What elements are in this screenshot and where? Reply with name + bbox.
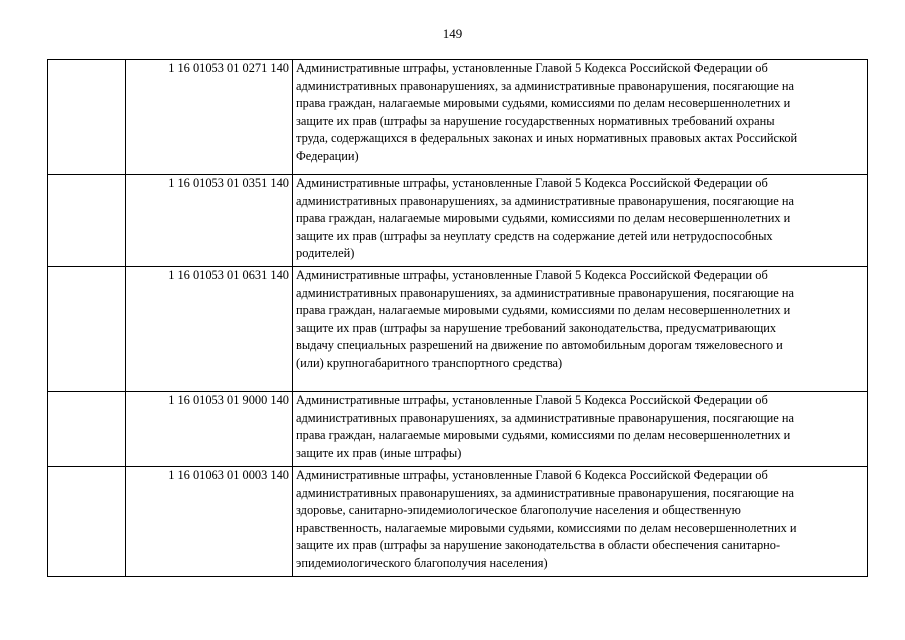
description-line: нравственность, налагаемые мировыми судьями, комиссиями по делам несовершеннолетних и <box>296 520 797 535</box>
description-line: защите их прав (штрафы за нарушение государственных нормативных требований охраны <box>296 113 775 128</box>
description-line: Административные штрафы, установленные Главой 5 Кодекса Российской Федерации об <box>296 268 768 282</box>
budget-code: 1 16 01053 01 0271 140 <box>126 60 293 175</box>
budget-code: 1 16 01053 01 9000 140 <box>126 392 293 467</box>
table-row <box>48 392 868 467</box>
description-line: родителей) <box>296 246 355 261</box>
budget-code: 1 16 01053 01 0631 140 <box>126 267 293 392</box>
description <box>293 267 868 392</box>
description-line: административных правонарушениях, за административные правонарушения, посягающие на <box>296 193 794 208</box>
description-line: труда, содержащихся в федеральных законах и иных нормативных правовых актах Российской <box>296 131 798 146</box>
empty-cell <box>48 467 126 577</box>
description-line: административных правонарушениях, за административные правонарушения, посягающие на <box>296 410 794 425</box>
description-line: выдачу специальных разрешений на движение по автомобильным дорогам тяжеловесного и <box>296 338 783 353</box>
table-row <box>48 467 868 577</box>
description <box>293 467 868 577</box>
description-line: Административные штрафы, установленные Главой 5 Кодекса Российской Федерации об <box>296 176 768 190</box>
table-row <box>48 175 868 267</box>
description <box>293 60 868 175</box>
description-line: защите их прав (штрафы за неуплату средств на содержание детей или нетрудоспособных <box>296 228 773 243</box>
page-number: 149 <box>442 26 463 41</box>
description-line: права граждан, налагаемые мировыми судьями, комиссиями по делам несовершеннолетних и <box>296 211 791 226</box>
description-line: права граждан, налагаемые мировыми судьями, комиссиями по делам несовершеннолетних и <box>296 428 791 443</box>
description-line: (или) крупногабаритного транспортного средства) <box>296 355 563 370</box>
description-line: защите их прав (штрафы за нарушение требований законодательства, предусматривающих <box>296 320 777 335</box>
description-line: Административные штрафы, установленные Главой 6 Кодекса Российской Федерации об <box>296 468 768 482</box>
description-line: Федерации) <box>296 148 359 163</box>
table-row <box>48 267 868 392</box>
empty-cell <box>48 175 126 267</box>
budget-code: 1 16 01063 01 0003 140 <box>126 467 293 577</box>
budget-code-table <box>47 59 868 577</box>
empty-cell <box>48 267 126 392</box>
table-row <box>48 60 868 175</box>
description <box>293 392 868 467</box>
description-line: административных правонарушениях, за административные правонарушения, посягающие на <box>296 485 794 500</box>
description-line: эпидемиологического благополучия населения) <box>296 555 548 570</box>
empty-cell <box>48 392 126 467</box>
description-line: Административные штрафы, установленные Главой 5 Кодекса Российской Федерации об <box>296 393 768 407</box>
description-line: административных правонарушениях, за административные правонарушения, посягающие на <box>296 78 794 93</box>
description-line: Административные штрафы, установленные Главой 5 Кодекса Российской Федерации об <box>296 61 768 75</box>
budget-code: 1 16 01053 01 0351 140 <box>126 175 293 267</box>
description-line: защите их прав (штрафы за нарушение законодательства в области обеспечения санитарно- <box>296 538 781 553</box>
description-line: здоровье, санитарно-эпидемиологическое благополучие населения и общественную <box>296 503 741 518</box>
description-line: административных правонарушениях, за административные правонарушения, посягающие на <box>296 285 794 300</box>
empty-cell <box>48 60 126 175</box>
description <box>293 175 868 267</box>
description-line: права граждан, налагаемые мировыми судьями, комиссиями по делам несовершеннолетних и <box>296 303 791 318</box>
description-line: защите их прав (иные штрафы) <box>296 445 462 460</box>
description-line: права граждан, налагаемые мировыми судьями, комиссиями по делам несовершеннолетних и <box>296 96 791 111</box>
